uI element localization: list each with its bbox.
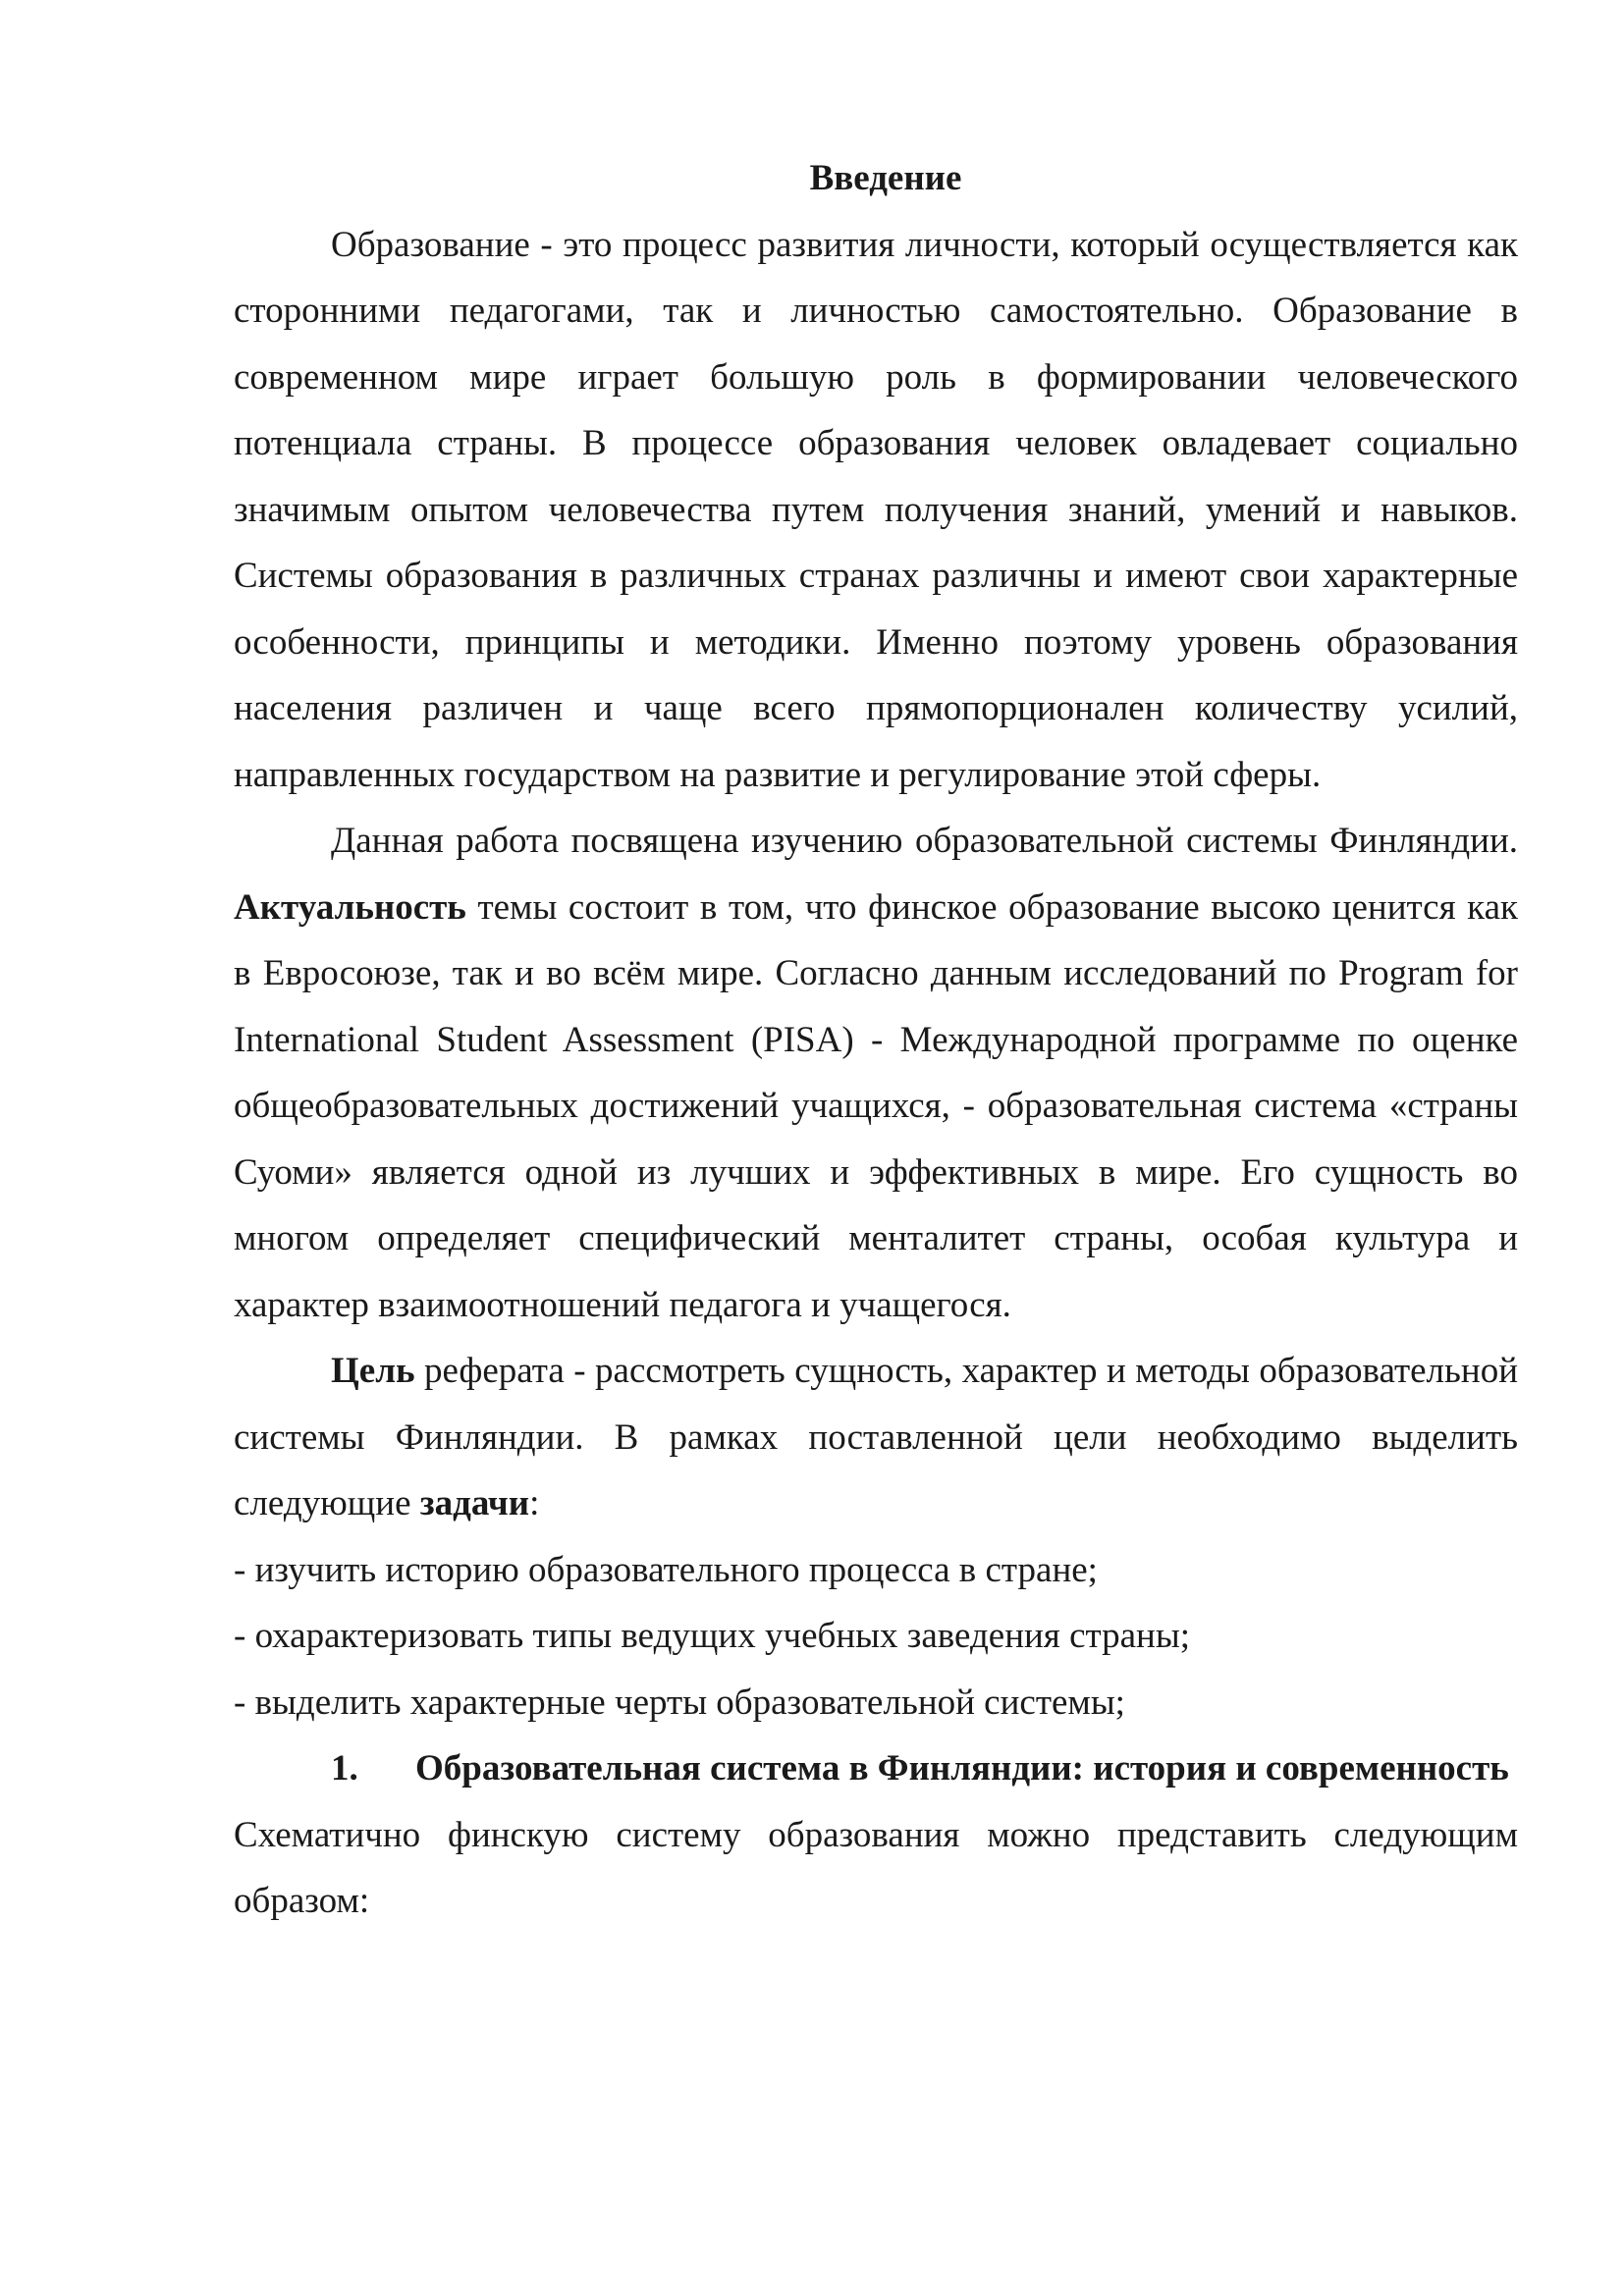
closing-paragraph: Схематично финскую систему образования можно представить следующим образом: — [234, 1814, 1518, 1921]
list-item: - охарактеризовать типы ведущих учебных заведения страны; — [234, 1616, 1190, 1656]
tasks-keyword: задачи — [419, 1483, 530, 1523]
page-title: Введение — [809, 158, 962, 198]
goal-text: реферата - рассмотреть сущность, характер и методы образовательной системы Финляндии. В рамках поставленной цели необходимо выделить следующие — [234, 1351, 1518, 1523]
goal-keyword: Цель — [331, 1351, 415, 1391]
relevance-keyword: Актуальность — [234, 886, 466, 928]
section-title: Образовательная система в Финляндии: история и современность — [415, 1748, 1509, 1789]
intro-paragraph: Образование - это процесс развития личности, который осуществляется как сторонними педагогами, так и личностью самостоятельно. Образование в современном мире играет большую роль в формировании человеческого потенциала страны. В процессе образования человек овладевает социально значимым опытом человечества путем получения знаний, умений и навыков. Системы образования в различных странах различны и имеют свои характерные особенности, принципы и методики. Именно поэтому уровень образования населения различен и чаще всего прямопорционален количеству усилий, направленных государством на развитие и регулирование этой сферы. — [234, 224, 1518, 795]
goal-text-end: : — [529, 1483, 540, 1523]
goal-paragraph — [234, 1338, 1518, 1537]
list-item: - выделить характерные черты образовательной системы; — [234, 1682, 1125, 1723]
relevance-paragraph — [234, 808, 1518, 1338]
section-number: 1. — [331, 1748, 358, 1789]
relevance-text-after: темы состоит в том, что финское образование высоко ценится как в Евросоюзе, так и во всём мире. Согласно данным исследований по Program for International Student Assessment (PISA) - Международной программе по оценке общеобразовательных достижений учащихся, - образовательная система «страны Суоми» является одной из лучших и эффективных в мире. Его сущность во многом определяет специфический менталитет страны, особая культура и характер взаимоотношений педагога и учащегося. — [234, 886, 1518, 1325]
relevance-text-before: Данная работа посвящена изучению образовательной системы Финляндии. — [331, 821, 1518, 861]
section-heading — [234, 1735, 1518, 1802]
list-item: - изучить историю образовательного процесса в стране; — [234, 1549, 1098, 1590]
document-body — [234, 145, 1518, 1935]
